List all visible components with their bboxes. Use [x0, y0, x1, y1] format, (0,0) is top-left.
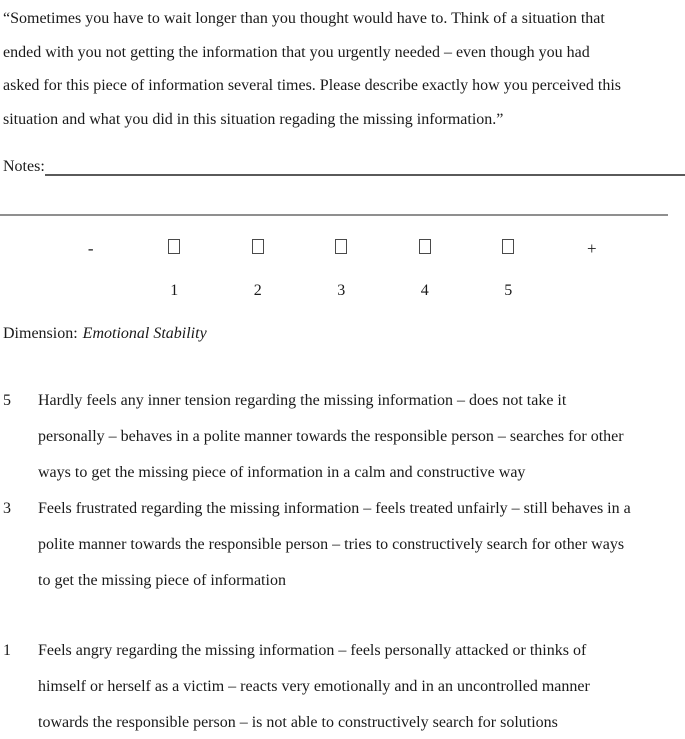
- question-text-line: ended with you not getting the information that you urgently needed – even though you had: [3, 43, 590, 61]
- anchor-text-line: towards the responsible person – is not able to constructively search for solutions: [38, 714, 558, 731]
- anchor-text-line: himself or herself as a victim – reacts very emotionally and in an uncontrolled manner: [38, 678, 590, 695]
- dimension-label: Dimension:: [3, 325, 78, 342]
- rating-checkbox-row: [49, 239, 685, 257]
- rating-scale: [3, 239, 685, 300]
- anchor-text-line: Feels frustrated regarding the missing information – feels treated unfairly – still behaves in a: [38, 500, 631, 517]
- anchor-score: 3: [3, 500, 11, 517]
- notes-row: [3, 155, 685, 178]
- rating-option-5[interactable]: [502, 239, 514, 259]
- anchor-item-5: [3, 383, 685, 491]
- dimension-line: [3, 325, 685, 347]
- checkbox-icon[interactable]: [252, 239, 264, 254]
- interview-question: [3, 2, 685, 136]
- anchor-score: 1: [3, 642, 11, 659]
- anchor-text-line: Feels angry regarding the missing information – feels personally attacked or thinks of: [38, 642, 587, 659]
- rating-option-1[interactable]: [168, 239, 180, 259]
- anchor-item-3: [3, 491, 685, 599]
- scale-minus-label: -: [87, 239, 94, 258]
- anchor-item-1: [3, 633, 685, 739]
- notes-fill-line-2[interactable]: [0, 214, 668, 216]
- anchor-list: [3, 383, 685, 739]
- scale-number-1: 1: [170, 282, 179, 299]
- scale-number-5: 5: [504, 282, 513, 299]
- checkbox-icon[interactable]: [502, 239, 514, 254]
- checkbox-icon[interactable]: [168, 239, 180, 254]
- anchor-text-line: Hardly feels any inner tension regarding the missing information – does not take it: [38, 392, 567, 409]
- scale-number-2: 2: [253, 282, 262, 299]
- checkbox-icon[interactable]: [419, 239, 431, 254]
- anchor-spacer: [3, 599, 685, 633]
- rating-number-row: [49, 282, 685, 300]
- notes-fill-line-1[interactable]: [45, 156, 685, 176]
- anchor-text-line: polite manner towards the responsible person – tries to constructively search for other ways: [38, 536, 625, 553]
- rating-option-3[interactable]: [335, 239, 347, 259]
- notes-label: Notes:: [3, 158, 45, 175]
- anchor-text-line: ways to get the missing piece of information in a calm and constructive way: [38, 464, 526, 481]
- rating-option-4[interactable]: [419, 239, 431, 259]
- scale-plus-label: +: [586, 239, 597, 258]
- scale-number-3: 3: [337, 282, 346, 299]
- checkbox-icon[interactable]: [335, 239, 347, 254]
- anchor-text-line: to get the missing piece of information: [38, 572, 286, 589]
- anchor-score: 5: [3, 392, 11, 409]
- anchor-text-line: personally – behaves in a polite manner towards the responsible person – searches for other: [38, 428, 624, 445]
- scale-number-4: 4: [420, 282, 429, 299]
- rating-option-2[interactable]: [252, 239, 264, 259]
- question-text-line: asked for this piece of information several times. Please describe exactly how you perceived this: [3, 77, 622, 94]
- question-text-line: “Sometimes you have to wait longer than you thought would have to. Think of a situation that: [3, 10, 605, 27]
- question-text-line: situation and what you did in this situation regading the missing information.”: [3, 110, 504, 128]
- dimension-value: Emotional Stability: [82, 325, 207, 342]
